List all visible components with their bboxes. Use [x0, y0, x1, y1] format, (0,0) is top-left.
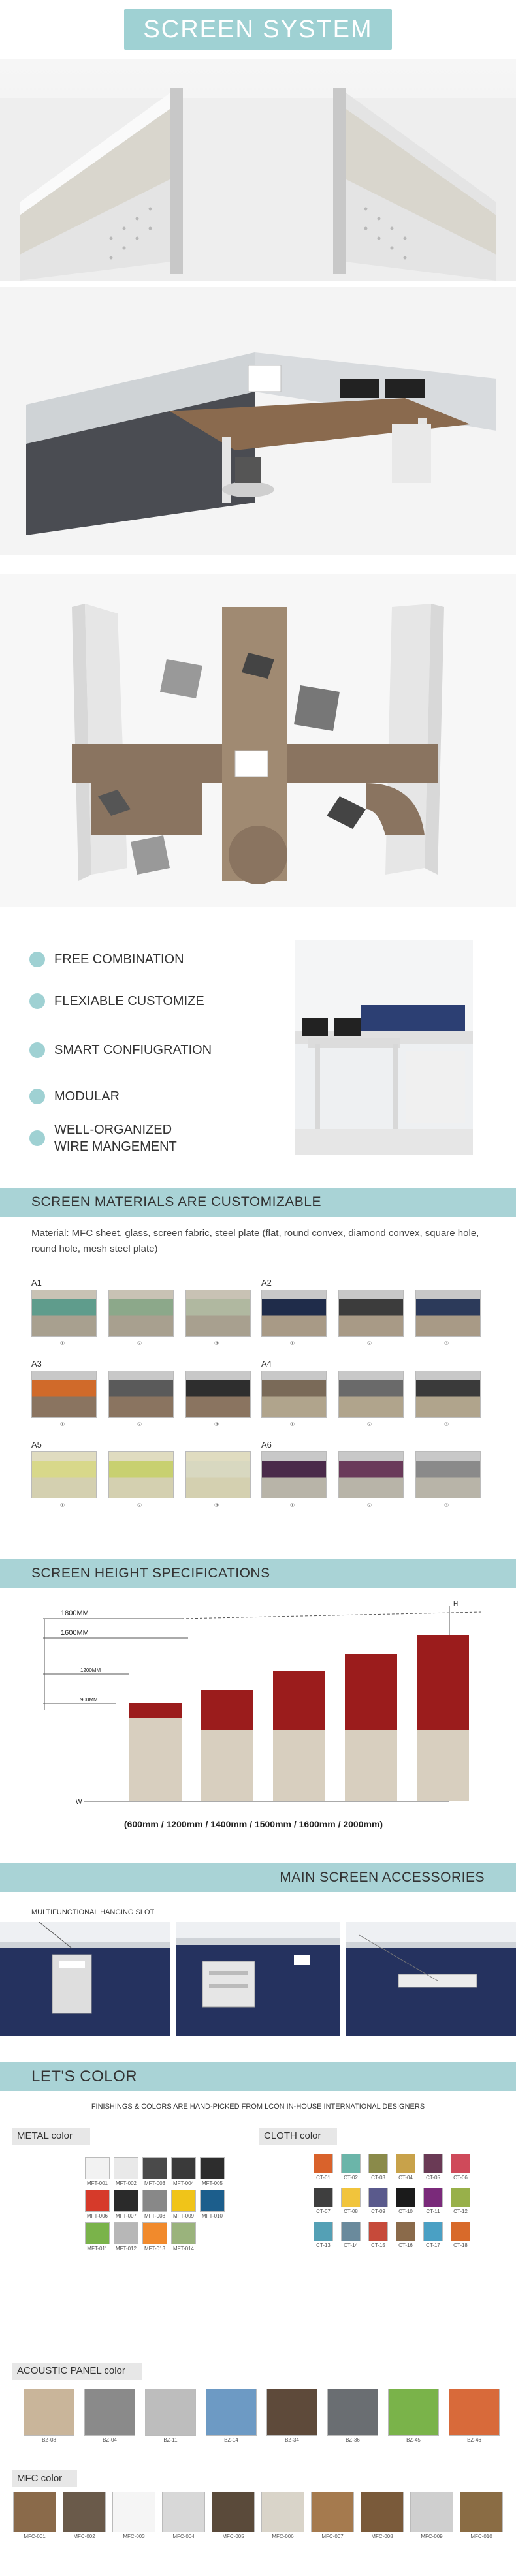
- material-swatch[interactable]: [415, 1451, 481, 1498]
- metal-color-swatch[interactable]: [85, 2157, 110, 2179]
- cloth-color-code: CT-06: [453, 2175, 468, 2180]
- section-header-height: [0, 1559, 516, 1588]
- metal-color-swatch[interactable]: [85, 2222, 110, 2244]
- cloth-color-code: CT-08: [344, 2209, 358, 2214]
- acoustic-color-code: BZ-34: [285, 2437, 299, 2443]
- material-group-label: A5: [31, 1440, 42, 1450]
- cloth-color-code: CT-05: [426, 2175, 440, 2180]
- page-title: SCREEN SYSTEM: [143, 16, 373, 43]
- acoustic-color-swatch[interactable]: [449, 2389, 500, 2436]
- material-swatch[interactable]: [415, 1290, 481, 1337]
- axis-w-label: W: [76, 1799, 82, 1806]
- material-swatch[interactable]: [31, 1451, 97, 1498]
- material-swatch-number: ③: [214, 1421, 219, 1427]
- section-header-color: [0, 2062, 516, 2091]
- metal-color-header: METAL color: [12, 2128, 90, 2145]
- acoustic-color-swatch[interactable]: [145, 2389, 196, 2436]
- material-swatch-number: ①: [290, 1341, 295, 1346]
- section-header-accessories: [0, 1863, 516, 1892]
- acoustic-color-swatch[interactable]: [388, 2389, 439, 2436]
- metal-color-swatch[interactable]: [200, 2157, 225, 2179]
- metal-color-swatch[interactable]: [171, 2190, 196, 2212]
- material-swatch[interactable]: [261, 1371, 327, 1418]
- height-label: 1600MM: [61, 1629, 89, 1637]
- metal-color-swatch[interactable]: [114, 2190, 138, 2212]
- mfc-color-code: MFC-005: [222, 2534, 244, 2539]
- color-subtitle: FINISHINGS & COLORS ARE HAND-PICKED FROM LCON IN-HOUSE INTERNATIONAL DESIGNERS: [91, 2103, 425, 2111]
- metal-color-code: MFT-002: [115, 2180, 137, 2186]
- feature-label: FLEXIABLE CUSTOMIZE: [54, 994, 204, 1008]
- cloth-color-code: CT-01: [316, 2175, 331, 2180]
- material-swatch[interactable]: [261, 1290, 327, 1337]
- section-header-materials: [0, 1188, 516, 1217]
- cloth-color-swatch[interactable]: [314, 2154, 333, 2173]
- metal-color-swatch[interactable]: [114, 2157, 138, 2179]
- mfc-color-swatch[interactable]: [162, 2492, 205, 2532]
- cloth-color-code: CT-15: [371, 2242, 385, 2248]
- material-swatch-number: ②: [367, 1421, 372, 1427]
- section-title: SCREEN MATERIALS ARE CUSTOMIZABLE: [31, 1194, 321, 1209]
- mfc-color-code: MFC-002: [73, 2534, 95, 2539]
- material-swatch-number: ②: [137, 1502, 142, 1508]
- material-swatch-number: ②: [367, 1502, 372, 1508]
- material-swatch[interactable]: [415, 1371, 481, 1418]
- material-swatch-number: ③: [444, 1421, 449, 1427]
- acoustic-color-swatch[interactable]: [24, 2389, 74, 2436]
- screen-panels-illustration: [0, 59, 516, 281]
- cloth-color-code: CT-10: [398, 2209, 413, 2214]
- material-swatch-number: ②: [367, 1341, 372, 1346]
- feature-item: [29, 1089, 120, 1104]
- material-swatch-number: ③: [214, 1502, 219, 1508]
- feature-label: WELL-ORGANIZED: [54, 1123, 172, 1137]
- mfc-color-code: MFC-007: [321, 2534, 344, 2539]
- office-photo-illustration: [295, 940, 473, 1155]
- acoustic-color-code: BZ-36: [346, 2437, 360, 2443]
- feature-item: [29, 1042, 212, 1058]
- cloth-color-swatch[interactable]: [368, 2154, 388, 2173]
- material-swatch[interactable]: [31, 1371, 97, 1418]
- accessory-image-1: [0, 1922, 170, 2036]
- acoustic-color-header: ACOUSTIC PANEL color: [12, 2363, 142, 2380]
- material-swatch-number: ③: [444, 1502, 449, 1508]
- material-swatch[interactable]: [31, 1290, 97, 1337]
- material-swatch[interactable]: [108, 1290, 174, 1337]
- material-group-label: A6: [261, 1440, 272, 1450]
- acoustic-color-swatch[interactable]: [266, 2389, 317, 2436]
- metal-color-code: MFT-008: [144, 2213, 165, 2219]
- acoustic-color-code: BZ-14: [224, 2437, 238, 2443]
- metal-color-code: MFT-004: [172, 2180, 194, 2186]
- cloth-color-swatch[interactable]: [396, 2222, 415, 2241]
- hanging-slot-illustration: [0, 1922, 170, 2036]
- metal-color-code: MFT-011: [87, 2246, 108, 2252]
- height-caption: (600mm / 1200mm / 1400mm / 1500mm / 1600mm / 2000mm): [123, 1819, 383, 1829]
- material-swatch[interactable]: [185, 1371, 251, 1418]
- feature-item: [29, 1121, 177, 1155]
- height-label: 900MM: [80, 1697, 98, 1703]
- metal-color-code: MFT-001: [86, 2180, 108, 2186]
- metal-color-code: MFT-007: [115, 2213, 137, 2219]
- material-group-label: A2: [261, 1278, 272, 1288]
- metal-color-code: MFT-005: [201, 2180, 223, 2186]
- cloth-color-code: CT-13: [316, 2242, 331, 2248]
- feature-item: [29, 993, 204, 1009]
- mfc-color-swatch[interactable]: [63, 2492, 106, 2532]
- material-swatch-number: ①: [60, 1421, 65, 1427]
- feature-label: FREE COMBINATION: [54, 952, 184, 967]
- material-swatch-number: ③: [444, 1341, 449, 1346]
- material-swatch-number: ③: [214, 1341, 219, 1346]
- material-group-label: A1: [31, 1278, 42, 1288]
- cloth-color-code: CT-09: [371, 2209, 385, 2214]
- accessory-image-2: [176, 1922, 340, 2036]
- top-view-illustration: [0, 574, 516, 907]
- metal-color-code: MFT-003: [144, 2180, 165, 2186]
- acoustic-color-code: BZ-11: [163, 2437, 178, 2443]
- accessory-image-3: [346, 1922, 516, 2036]
- bullet-icon: [29, 993, 45, 1009]
- cloth-color-code: CT-16: [398, 2242, 413, 2248]
- cloth-color-swatch[interactable]: [451, 2154, 470, 2173]
- material-swatch-number: ①: [290, 1421, 295, 1427]
- feature-photo: [295, 940, 473, 1155]
- metal-color-swatch[interactable]: [171, 2157, 196, 2179]
- metal-color-code: MFT-006: [86, 2213, 108, 2219]
- axis-h-label: H: [453, 1600, 459, 1607]
- cloth-color-swatch[interactable]: [314, 2188, 333, 2207]
- material-swatch[interactable]: [261, 1451, 327, 1498]
- metal-color-code: MFT-014: [172, 2246, 194, 2252]
- acoustic-color-swatch[interactable]: [84, 2389, 135, 2436]
- metal-color-swatch[interactable]: [142, 2190, 167, 2212]
- section-title: MAIN SCREEN ACCESSORIES: [280, 1870, 485, 1885]
- acoustic-color-swatch[interactable]: [206, 2389, 257, 2436]
- cloth-color-code: CT-18: [453, 2242, 468, 2248]
- acoustic-color-code: BZ-46: [467, 2437, 481, 2443]
- top-view-image: [0, 574, 516, 907]
- cloth-color-code: CT-17: [426, 2242, 440, 2248]
- cloth-color-swatch[interactable]: [396, 2188, 415, 2207]
- cloth-color-swatch[interactable]: [314, 2222, 333, 2241]
- workstation-illustration: [0, 287, 516, 555]
- material-swatch[interactable]: [338, 1451, 404, 1498]
- cloth-color-swatch[interactable]: [423, 2188, 443, 2207]
- mfc-color-code: MFC-010: [470, 2534, 492, 2539]
- cloth-color-swatch[interactable]: [396, 2154, 415, 2173]
- shelf-illustration: [176, 1922, 340, 2036]
- acoustic-color-code: BZ-45: [406, 2437, 421, 2443]
- material-swatch-number: ①: [290, 1502, 295, 1508]
- title-banner: [124, 9, 392, 50]
- mfc-color-swatch[interactable]: [112, 2492, 155, 2532]
- feature-label: SMART CONFIUGRATION: [54, 1043, 212, 1057]
- feature-label: MODULAR: [54, 1089, 120, 1104]
- metal-color-code: MFT-010: [201, 2213, 223, 2219]
- material-group-label: A4: [261, 1359, 272, 1369]
- metal-color-code: MFT-009: [172, 2213, 194, 2219]
- metal-color-swatch[interactable]: [85, 2190, 110, 2212]
- material-swatch[interactable]: [338, 1371, 404, 1418]
- mfc-color-code: MFC-001: [24, 2534, 46, 2539]
- acoustic-color-swatch[interactable]: [327, 2389, 378, 2436]
- metal-color-swatch[interactable]: [142, 2222, 167, 2244]
- bullet-icon: [29, 952, 45, 967]
- material-swatch[interactable]: [108, 1451, 174, 1498]
- material-swatch[interactable]: [185, 1451, 251, 1498]
- mfc-color-swatch[interactable]: [361, 2492, 404, 2532]
- mfc-color-swatch[interactable]: [410, 2492, 453, 2532]
- metal-color-swatch[interactable]: [142, 2157, 167, 2179]
- acoustic-color-code: BZ-08: [42, 2437, 56, 2443]
- section-title: LET'S COLOR: [31, 2068, 138, 2085]
- cloth-color-swatch[interactable]: [368, 2188, 388, 2207]
- cloth-color-swatch[interactable]: [341, 2188, 361, 2207]
- material-swatch[interactable]: [338, 1290, 404, 1337]
- height-label: 1800MM: [61, 1609, 89, 1617]
- cloth-color-code: CT-04: [398, 2175, 413, 2180]
- mfc-color-swatch[interactable]: [13, 2492, 56, 2532]
- mfc-color-swatch[interactable]: [212, 2492, 255, 2532]
- acoustic-color-code: BZ-04: [103, 2437, 117, 2443]
- metal-color-code: MFT-012: [115, 2246, 137, 2252]
- cloth-color-code: CT-02: [344, 2175, 358, 2180]
- mfc-color-code: MFC-003: [123, 2534, 145, 2539]
- monitor-arm-illustration: [346, 1922, 516, 2036]
- material-swatch[interactable]: [108, 1371, 174, 1418]
- cloth-color-swatch[interactable]: [341, 2222, 361, 2241]
- height-diagram: [31, 1592, 489, 1847]
- metal-color-swatch[interactable]: [171, 2222, 196, 2244]
- hero-image: [0, 59, 516, 281]
- cloth-color-swatch[interactable]: [368, 2222, 388, 2241]
- mfc-color-code: MFC-008: [371, 2534, 393, 2539]
- cloth-color-swatch[interactable]: [423, 2222, 443, 2241]
- mfc-color-code: MFC-009: [421, 2534, 443, 2539]
- bullet-icon: [29, 1089, 45, 1104]
- accessory-callout: MULTIFUNCTIONAL HANGING SLOT: [31, 1908, 155, 1916]
- mfc-color-code: MFC-004: [172, 2534, 195, 2539]
- material-swatch-number: ②: [137, 1341, 142, 1346]
- cloth-color-code: CT-03: [371, 2175, 385, 2180]
- mfc-color-swatch[interactable]: [460, 2492, 503, 2532]
- cloth-color-swatch[interactable]: [451, 2188, 470, 2207]
- bullet-icon: [29, 1042, 45, 1058]
- cloth-color-code: CT-11: [426, 2209, 440, 2214]
- material-swatch-number: ①: [60, 1502, 65, 1508]
- cloth-color-code: CT-12: [453, 2209, 468, 2214]
- cloth-color-header: CLOTH color: [259, 2128, 337, 2145]
- materials-description: Material: MFC sheet, glass, screen fabric, steel plate (flat, round convex, diamond convex, square hole, round hole, mesh steel plate): [31, 1228, 479, 1254]
- workstation-image: [0, 287, 516, 555]
- material-swatch-number: ②: [137, 1421, 142, 1427]
- height-label: 1200MM: [80, 1668, 101, 1673]
- cloth-color-code: CT-07: [316, 2209, 331, 2214]
- mfc-color-code: MFC-006: [272, 2534, 294, 2539]
- cloth-color-code: CT-14: [344, 2242, 358, 2248]
- metal-color-code: MFT-013: [144, 2246, 165, 2252]
- metal-color-swatch[interactable]: [200, 2190, 225, 2212]
- cloth-color-swatch[interactable]: [423, 2154, 443, 2173]
- mfc-color-header: MFC color: [12, 2470, 77, 2487]
- material-swatch[interactable]: [185, 1290, 251, 1337]
- feature-label: WIRE MANGEMENT: [54, 1140, 177, 1154]
- mfc-color-swatch[interactable]: [261, 2492, 304, 2532]
- mfc-color-swatch[interactable]: [311, 2492, 354, 2532]
- feature-item: [29, 952, 184, 967]
- material-group-label: A3: [31, 1359, 42, 1369]
- metal-color-swatch[interactable]: [114, 2222, 138, 2244]
- cloth-color-swatch[interactable]: [341, 2154, 361, 2173]
- bullet-icon: [29, 1130, 45, 1146]
- material-swatch-number: ①: [60, 1341, 65, 1346]
- cloth-color-swatch[interactable]: [451, 2222, 470, 2241]
- section-title: SCREEN HEIGHT SPECIFICATIONS: [31, 1566, 270, 1581]
- height-diagram-svg: [31, 1592, 489, 1847]
